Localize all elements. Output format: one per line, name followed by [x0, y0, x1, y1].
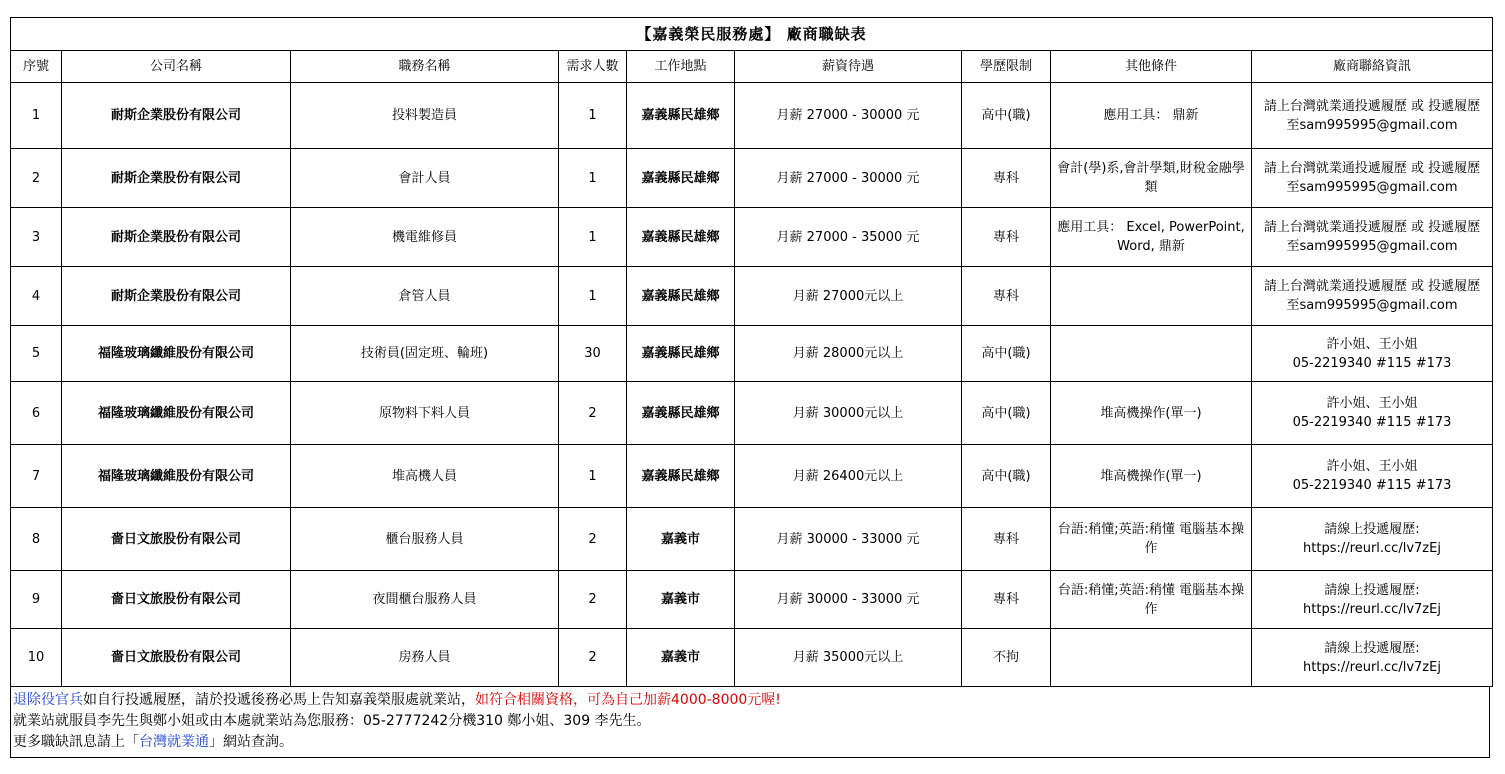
cell-location: 嘉義縣民雄鄉	[627, 208, 735, 267]
footer-line-1	[13, 690, 1487, 711]
cell-no: 3	[11, 208, 62, 267]
footer-notice: 如自行投遞履歷，請於投遞後務必馬上告知嘉義榮服處就業站，	[83, 692, 475, 708]
contact-line-1: 請上台灣就業通投遞履歷 或 投遞履歷	[1263, 161, 1481, 176]
cell-other	[1051, 326, 1252, 382]
cell-salary: 月薪 27000元以上	[735, 267, 962, 326]
cell-company: 耐斯企業股份有限公司	[62, 267, 291, 326]
header-company: 公司名稱	[62, 51, 291, 83]
header-salary: 薪資待遇	[735, 51, 962, 83]
footer-text-b: 」網站查詢。	[209, 734, 293, 750]
cell-location: 嘉義縣民雄鄉	[627, 149, 735, 208]
cell-job: 房務人員	[291, 629, 559, 687]
cell-salary: 月薪 35000元以上	[735, 629, 962, 687]
cell-count: 1	[559, 149, 627, 208]
cell-contact	[1252, 571, 1493, 629]
cell-no: 6	[11, 382, 62, 445]
cell-other: 台語:稍懂;英語:稍懂 電腦基本操作	[1051, 508, 1252, 571]
cell-job: 堆高機人員	[291, 445, 559, 508]
table-row	[11, 508, 1493, 571]
cell-education: 專科	[962, 149, 1051, 208]
contact-line-1: 請線上投遞履歷:	[1324, 640, 1420, 656]
cell-count: 1	[559, 267, 627, 326]
cell-company: 福隆玻璃纖維股份有限公司	[62, 382, 291, 445]
cell-education: 專科	[962, 508, 1051, 571]
cell-company: 福隆玻璃纖維股份有限公司	[62, 445, 291, 508]
cell-count: 2	[559, 629, 627, 687]
cell-education: 高中(職)	[962, 326, 1051, 382]
cell-contact	[1252, 208, 1493, 267]
cell-other: 應用工具： Excel, PowerPoint, Word, 鼎新	[1051, 208, 1252, 267]
contact-line-2: https://reurl.cc/lv7zEj	[1303, 541, 1441, 556]
header-count: 需求人數	[559, 51, 627, 83]
contact-line-2: 05-2219340 #115 #173	[1292, 355, 1452, 371]
cell-salary: 月薪 27000 - 30000 元	[735, 83, 962, 149]
footer-line-2: 就業站就服員李先生與鄭小姐或由本處就業站為您服務：05-2777242分機310 鄭小姐、309 李先生。	[13, 713, 651, 729]
cell-location: 嘉義市	[627, 629, 735, 687]
cell-no: 10	[11, 629, 62, 687]
footer-line-3	[13, 732, 1487, 753]
cell-contact	[1252, 149, 1493, 208]
cell-location: 嘉義縣民雄鄉	[627, 326, 735, 382]
table-row	[11, 83, 1493, 149]
contact-line-1: 請線上投遞履歷:	[1324, 582, 1420, 598]
contact-line-1: 請上台灣就業通投遞履歷 或 投遞履歷	[1263, 98, 1481, 114]
cell-company: 嗇日文旅股份有限公司	[62, 508, 291, 571]
cell-company: 耐斯企業股份有限公司	[62, 208, 291, 267]
cell-location: 嘉義縣民雄鄉	[627, 382, 735, 445]
contact-line-1: 許小姐、王小姐	[1326, 459, 1418, 474]
footer-notes	[10, 687, 1490, 758]
cell-no: 5	[11, 326, 62, 382]
cell-company: 嗇日文旅股份有限公司	[62, 571, 291, 629]
contact-line-2: 至sam995995@gmail.com	[1286, 180, 1458, 195]
footer-veterans: 退除役官兵	[13, 692, 83, 708]
table-title: 【嘉義榮民服務處】 廠商職缺表	[11, 18, 1493, 51]
cell-company: 福隆玻璃纖維股份有限公司	[62, 326, 291, 382]
cell-salary: 月薪 26400元以上	[735, 445, 962, 508]
cell-job: 會計人員	[291, 149, 559, 208]
cell-other: 堆高機操作(單一)	[1051, 382, 1252, 445]
cell-other: 會計(學)系,會計學類,財稅金融學類	[1051, 149, 1252, 208]
cell-salary: 月薪 30000 - 33000 元	[735, 508, 962, 571]
cell-no: 9	[11, 571, 62, 629]
cell-salary: 月薪 27000 - 30000 元	[735, 149, 962, 208]
cell-count: 1	[559, 83, 627, 149]
cell-location: 嘉義縣民雄鄉	[627, 445, 735, 508]
cell-count: 2	[559, 382, 627, 445]
cell-contact	[1252, 267, 1493, 326]
cell-education: 專科	[962, 267, 1051, 326]
table-row	[11, 208, 1493, 267]
cell-education: 高中(職)	[962, 445, 1051, 508]
contact-line-1: 請上台灣就業通投遞履歷 或 投遞履歷	[1263, 220, 1481, 235]
cell-location: 嘉義縣民雄鄉	[627, 267, 735, 326]
job-table	[10, 17, 1493, 687]
table-row	[11, 267, 1493, 326]
contact-line-2: 至sam995995@gmail.com	[1286, 298, 1458, 313]
taiwan-jobs-link[interactable]: 台灣就業通	[139, 734, 209, 750]
cell-contact	[1252, 508, 1493, 571]
cell-job: 機電維修員	[291, 208, 559, 267]
cell-other: 應用工具： 鼎新	[1051, 83, 1252, 149]
cell-other	[1051, 267, 1252, 326]
job-vacancy-sheet	[10, 17, 1492, 758]
table-row	[11, 326, 1493, 382]
contact-line-2: 至sam995995@gmail.com	[1286, 117, 1458, 133]
cell-location: 嘉義市	[627, 571, 735, 629]
table-row	[11, 571, 1493, 629]
cell-no: 1	[11, 83, 62, 149]
cell-salary: 月薪 27000 - 35000 元	[735, 208, 962, 267]
cell-no: 8	[11, 508, 62, 571]
cell-job: 投料製造員	[291, 83, 559, 149]
header-other: 其他條件	[1051, 51, 1252, 83]
cell-job: 櫃台服務人員	[291, 508, 559, 571]
header-location: 工作地點	[627, 51, 735, 83]
contact-line-2: 05-2219340 #115 #173	[1292, 478, 1452, 493]
cell-education: 高中(職)	[962, 382, 1051, 445]
contact-line-1: 請上台灣就業通投遞履歷 或 投遞履歷	[1263, 279, 1481, 294]
cell-salary: 月薪 30000元以上	[735, 382, 962, 445]
cell-job: 技術員(固定班、輪班)	[291, 326, 559, 382]
cell-salary: 月薪 28000元以上	[735, 326, 962, 382]
contact-line-2: 至sam995995@gmail.com	[1286, 239, 1458, 254]
cell-contact	[1252, 445, 1493, 508]
footer-text-a: 更多職缺訊息請上「	[13, 734, 139, 750]
cell-education: 不拘	[962, 629, 1051, 687]
cell-job: 倉管人員	[291, 267, 559, 326]
contact-line-1: 許小姐、王小姐	[1326, 336, 1418, 352]
cell-company: 耐斯企業股份有限公司	[62, 83, 291, 149]
cell-count: 2	[559, 571, 627, 629]
cell-education: 高中(職)	[962, 83, 1051, 149]
header-row	[11, 51, 1493, 83]
cell-count: 1	[559, 208, 627, 267]
cell-count: 1	[559, 445, 627, 508]
cell-no: 2	[11, 149, 62, 208]
table-row	[11, 629, 1493, 687]
header-job: 職務名稱	[291, 51, 559, 83]
header-education: 學歷限制	[962, 51, 1051, 83]
cell-contact	[1252, 326, 1493, 382]
table-row	[11, 382, 1493, 445]
cell-location: 嘉義市	[627, 508, 735, 571]
contact-line-2: https://reurl.cc/lv7zEj	[1303, 601, 1441, 617]
cell-company: 嗇日文旅股份有限公司	[62, 629, 291, 687]
contact-line-2: 05-2219340 #115 #173	[1292, 415, 1452, 430]
cell-contact	[1252, 629, 1493, 687]
cell-job: 原物料下料人員	[291, 382, 559, 445]
cell-contact	[1252, 83, 1493, 149]
cell-other	[1051, 629, 1252, 687]
contact-line-1: 請線上投遞履歷:	[1324, 522, 1420, 537]
cell-job: 夜間櫃台服務人員	[291, 571, 559, 629]
table-row	[11, 149, 1493, 208]
footer-bonus: 如符合相關資格，可為自己加薪4000-8000元喔!	[475, 692, 781, 708]
cell-company: 耐斯企業股份有限公司	[62, 149, 291, 208]
cell-education: 專科	[962, 208, 1051, 267]
cell-other: 堆高機操作(單一)	[1051, 445, 1252, 508]
header-contact: 廠商聯絡資訊	[1252, 51, 1493, 83]
header-no: 序號	[11, 51, 62, 83]
cell-contact	[1252, 382, 1493, 445]
cell-education: 專科	[962, 571, 1051, 629]
cell-location: 嘉義縣民雄鄉	[627, 83, 735, 149]
cell-count: 2	[559, 508, 627, 571]
cell-other: 台語:稍懂;英語:稍懂 電腦基本操作	[1051, 571, 1252, 629]
contact-line-1: 許小姐、王小姐	[1326, 396, 1418, 411]
cell-no: 7	[11, 445, 62, 508]
cell-count: 30	[559, 326, 627, 382]
cell-no: 4	[11, 267, 62, 326]
contact-line-2: https://reurl.cc/lv7zEj	[1303, 659, 1441, 675]
cell-salary: 月薪 30000 - 33000 元	[735, 571, 962, 629]
table-row	[11, 445, 1493, 508]
